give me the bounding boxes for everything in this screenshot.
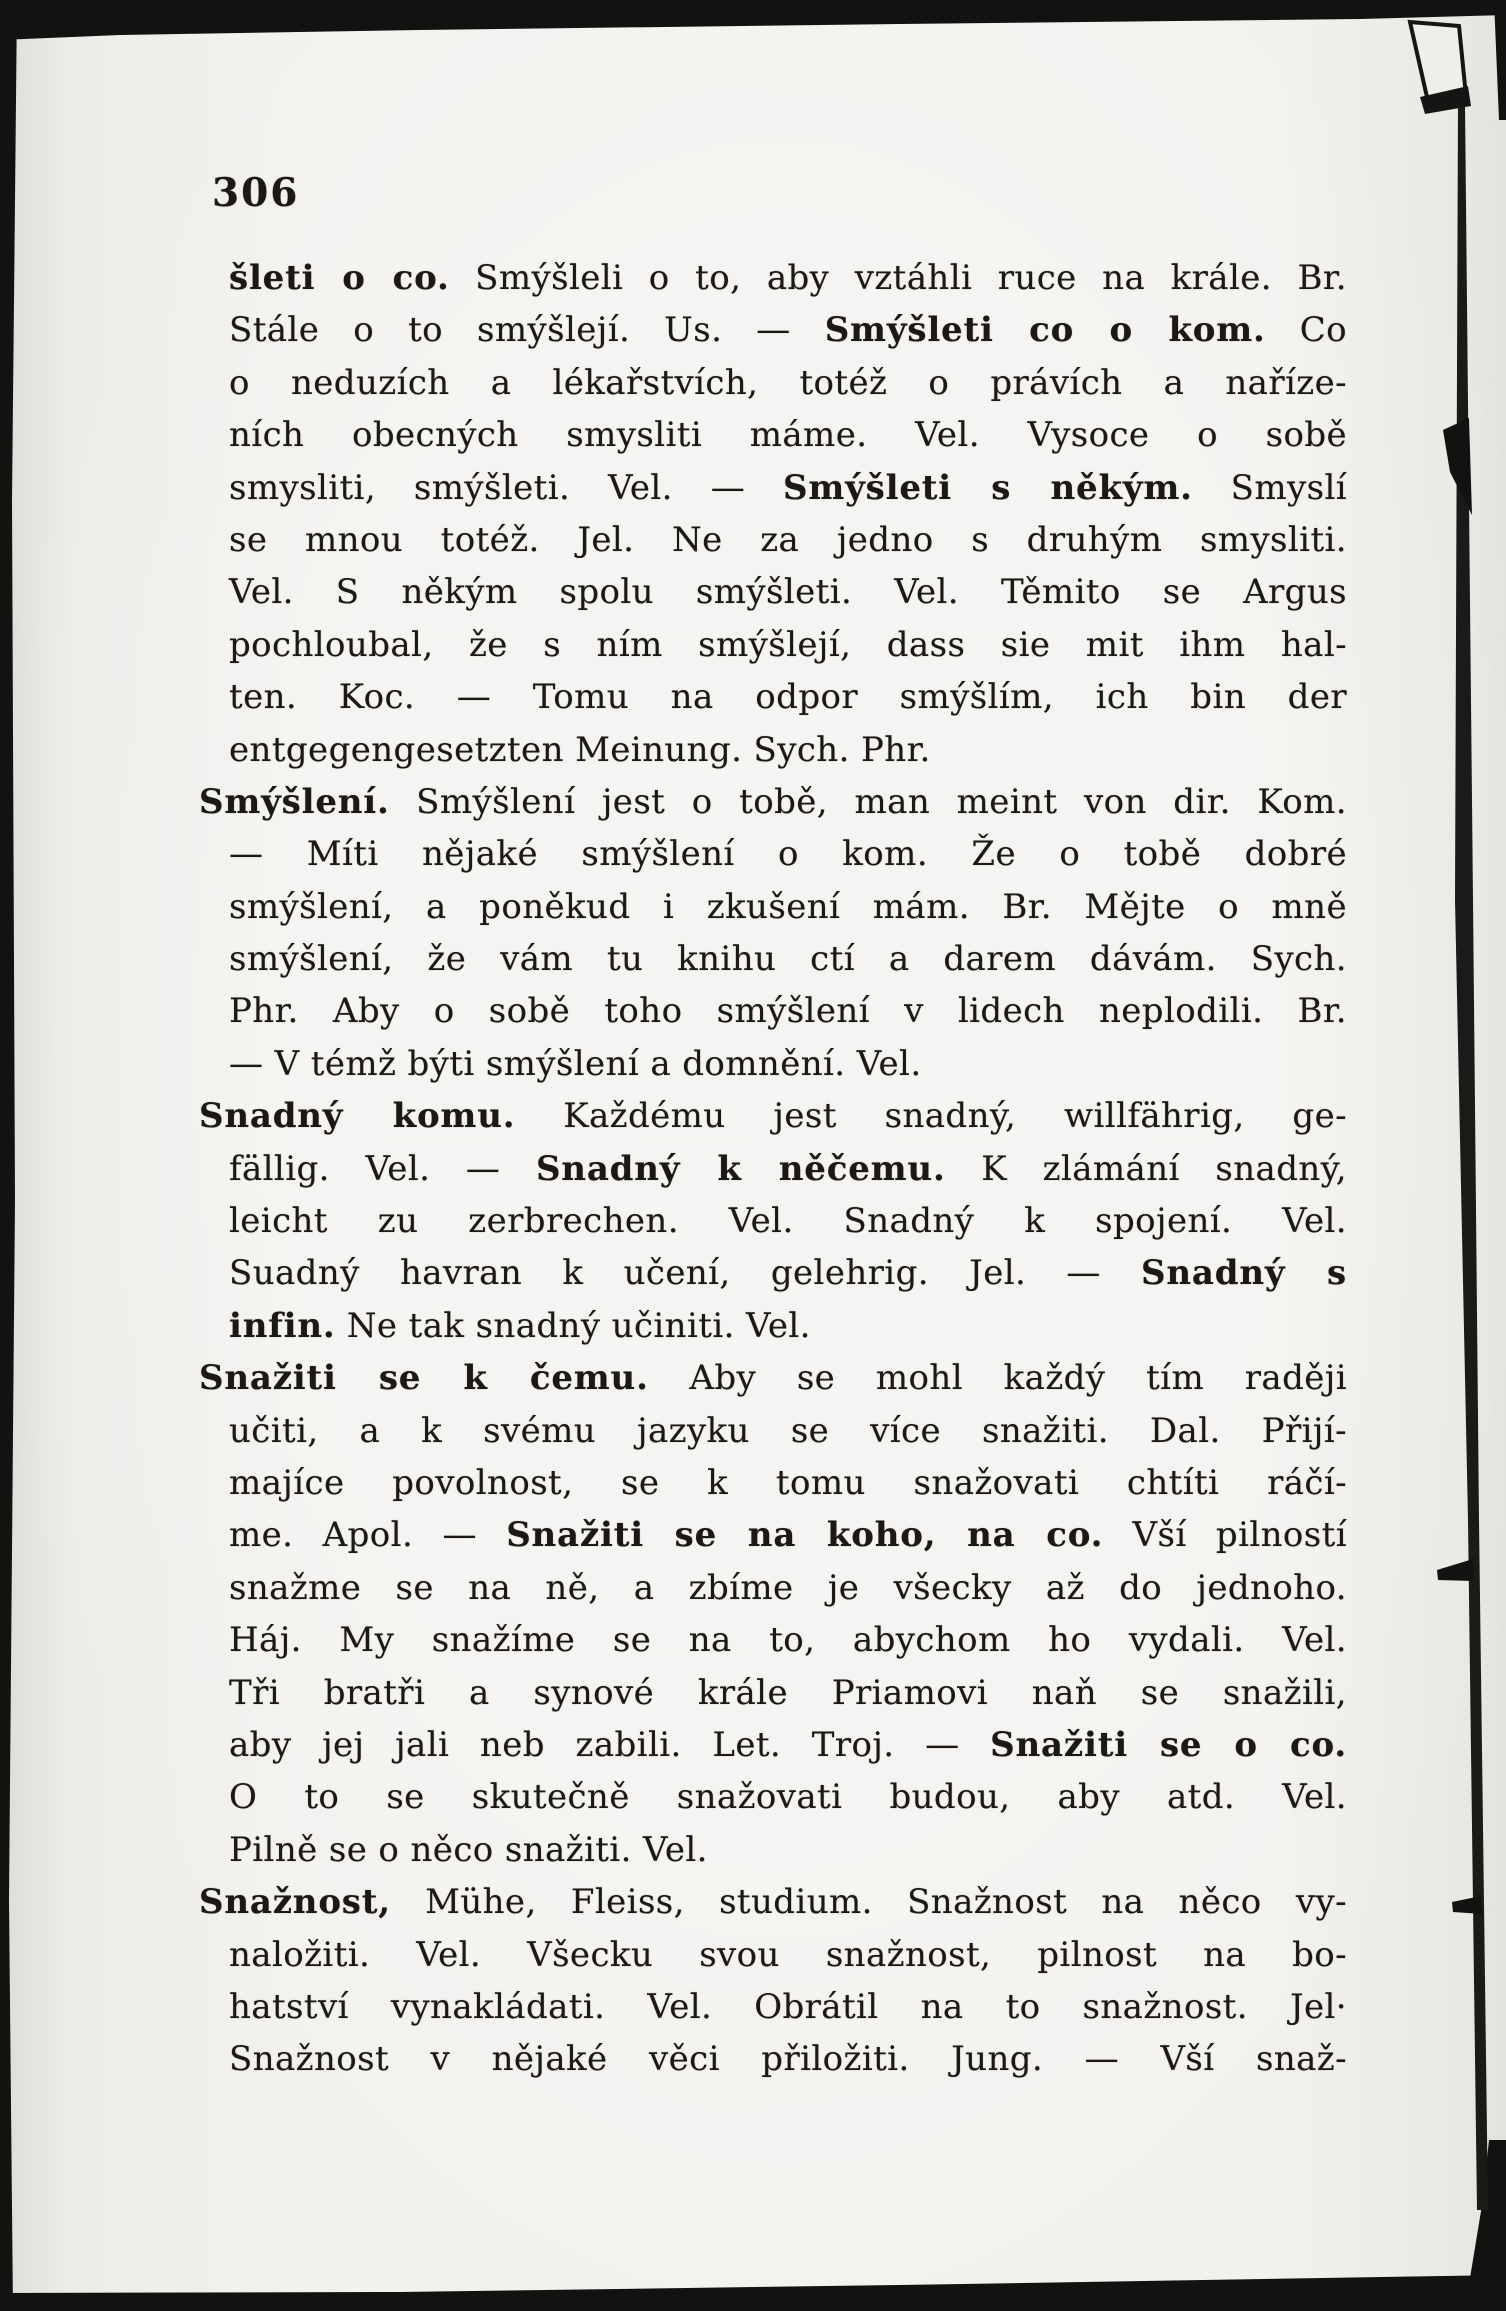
text-line <box>199 828 1347 880</box>
entry-bold-phrase: Smýšleti co o kom. <box>824 310 1266 351</box>
text-run: Háj. My snažíme se na to, abychom ho vydali. Vel. <box>229 1620 1347 1661</box>
entry-bold-phrase: Snadný k něčemu. <box>535 1148 946 1189</box>
text-run: smysliti, smýšleti. Vel. — <box>229 467 783 508</box>
text-run: Mühe, Fleiss, studium. Snažnost na něco vy- <box>390 1882 1347 1923</box>
scan-corner-wedge <box>1425 2140 1506 2311</box>
text-line <box>199 2033 1347 2085</box>
text-line <box>199 1457 1347 1509</box>
text-line <box>199 724 1347 776</box>
text-run: Vší pilností <box>1103 1515 1347 1556</box>
text-line <box>199 1562 1347 1614</box>
text-run: aby jej jali neb zabili. Let. Troj. — <box>229 1724 991 1765</box>
text-line <box>199 566 1347 618</box>
text-line <box>199 1352 1347 1404</box>
text-run: Aby se mohl každý tím raději <box>648 1358 1347 1399</box>
edge-smudge-lower <box>1452 1896 1482 1914</box>
text-line <box>199 619 1347 671</box>
text-run: ten. Koc. — Tomu na odpor smýšlím, ich bin der <box>229 677 1347 718</box>
page-corner-fold-shadow <box>1420 86 1471 114</box>
text-run: snažme se na ně, a zbíme je všecky až do jednoho. <box>229 1567 1347 1608</box>
text-run: O to se skutečně snažovati budou, aby atd. Vel. <box>229 1777 1347 1818</box>
text-run: ních obecných smysliti máme. Vel. Vysoce o sobě <box>229 415 1347 456</box>
text-run: Pilně se o něco snažiti. Vel. <box>229 1829 708 1870</box>
text-run: — V témž býti smýšlení a domnění. Vel. <box>229 1043 922 1084</box>
text-line <box>199 1929 1347 1981</box>
text-run: fällig. Vel. — <box>229 1148 536 1189</box>
text-line <box>199 409 1347 461</box>
scan-border-top-bar <box>0 0 1506 40</box>
text-run: se mnou totéž. Jel. Ne za jedno s druhým smysliti. <box>229 519 1347 560</box>
entry-bold-phrase: Snadný s <box>1141 1253 1347 1294</box>
text-line <box>199 252 1347 304</box>
text-run: — Míti nějaké smýšlení o kom. Že o tobě dobré <box>229 834 1347 875</box>
text-line <box>199 1090 1347 1142</box>
edge-smudge-upper <box>1443 418 1472 515</box>
text-run: Vel. S někým spolu smýšleti. Vel. Těmito se Argus <box>229 572 1347 613</box>
text-run: smýšlení, a poněkud i zkušení mám. Br. Mějte o mně <box>229 886 1347 927</box>
text-line <box>199 881 1347 933</box>
text-line <box>199 462 1347 514</box>
text-run: Každému jest snadný, willfährig, ge- <box>515 1096 1347 1137</box>
entry-bold-phrase: Smýšlení. <box>199 781 390 822</box>
text-run: Tři bratři a synové krále Priamovi naň se snažili, <box>229 1672 1347 1713</box>
text-run: leicht zu zerbrechen. Vel. Snadný k spojení. Vel. <box>229 1201 1347 1242</box>
page-number: 306 <box>212 170 300 216</box>
page-corner-fold <box>1410 22 1466 106</box>
text-line <box>199 776 1347 828</box>
edge-smudge-middle <box>1437 1559 1474 1581</box>
text-line <box>199 1667 1347 1719</box>
entry-bold-phrase: Smýšleti s někým. <box>783 467 1193 508</box>
text-line <box>199 357 1347 409</box>
text-line <box>199 1771 1347 1823</box>
text-line <box>199 1300 1347 1352</box>
text-block <box>199 252 1347 2086</box>
entry-bold-phrase: Snažiti se o co. <box>990 1724 1347 1765</box>
text-line <box>199 985 1347 1037</box>
text-line <box>199 514 1347 566</box>
book-edge-line <box>1455 104 1488 2210</box>
text-line <box>199 1038 1347 1090</box>
text-line <box>199 1876 1347 1928</box>
text-run: Phr. Aby o sobě toho smýšlení v lidech neplodili. Br. <box>229 991 1347 1032</box>
text-run: Smýšlení jest o tobě, man meint von dir. Kom. <box>389 781 1347 822</box>
text-run: naložiti. Vel. Všecku svou snažnost, pilnost na bo- <box>229 1934 1347 1975</box>
text-run: entgegengesetzten Meinung. Sych. Phr. <box>229 729 931 770</box>
text-line <box>199 1195 1347 1247</box>
text-line <box>199 1509 1347 1561</box>
entry-bold-phrase: šleti o co. <box>229 258 450 298</box>
text-line <box>199 1981 1347 2033</box>
text-line <box>199 1143 1347 1195</box>
text-run: pochloubal, že s ním smýšlejí, dass sie mit ihm hal- <box>229 624 1347 665</box>
text-run: Suadný havran k učení, gelehrig. Jel. — <box>229 1253 1142 1294</box>
text-line <box>199 933 1347 985</box>
text-run: majíce povolnost, se k tomu snažovati chtíti ráčí- <box>229 1462 1347 1503</box>
text-line <box>199 1614 1347 1666</box>
text-run: Smýšleli o to, aby vztáhli ruce na krále. Br. <box>449 258 1347 298</box>
entry-bold-phrase: Snažiti se na koho, na co. <box>506 1515 1104 1556</box>
text-run: hatství vynakládati. Vel. Obrátil na to snažnost. Jel· <box>229 1986 1347 2027</box>
text-line <box>199 1247 1347 1299</box>
text-run: učiti, a k svému jazyku se více snažiti. Dal. Přijí- <box>229 1410 1347 1451</box>
entry-bold-phrase: Snažnost, <box>199 1882 391 1923</box>
text-line <box>199 304 1347 356</box>
text-run: Snažnost v nějaké věci přiložiti. Jung. — Vší snaž- <box>229 2039 1347 2080</box>
text-line <box>199 1719 1347 1771</box>
text-run: Stále o to smýšlejí. Us. — <box>229 310 825 351</box>
text-run: Co <box>1265 310 1347 351</box>
text-line <box>199 1824 1347 1876</box>
text-run: Smyslí <box>1192 467 1347 508</box>
text-run: K zlámání snadný, <box>945 1148 1347 1189</box>
entry-bold-phrase: infin. <box>229 1305 336 1346</box>
scan-border-left-bar <box>0 0 17 2311</box>
scan-border-bottom-bar <box>0 2275 1506 2311</box>
text-run: smýšlení, že vám tu knihu ctí a darem dávám. Sych. <box>229 939 1347 980</box>
text-run: o neduzích a lékařstvích, totéž o právích a naříze- <box>229 362 1347 403</box>
text-run: Ne tak snadný učiniti. Vel. <box>335 1305 811 1346</box>
entry-bold-phrase: Snadný komu. <box>199 1096 516 1137</box>
text-line <box>199 1405 1347 1457</box>
scan-edge-sliver <box>1494 0 1506 120</box>
text-run: me. Apol. — <box>229 1515 507 1556</box>
entry-bold-phrase: Snažiti se k čemu. <box>199 1358 649 1399</box>
text-line <box>199 671 1347 723</box>
